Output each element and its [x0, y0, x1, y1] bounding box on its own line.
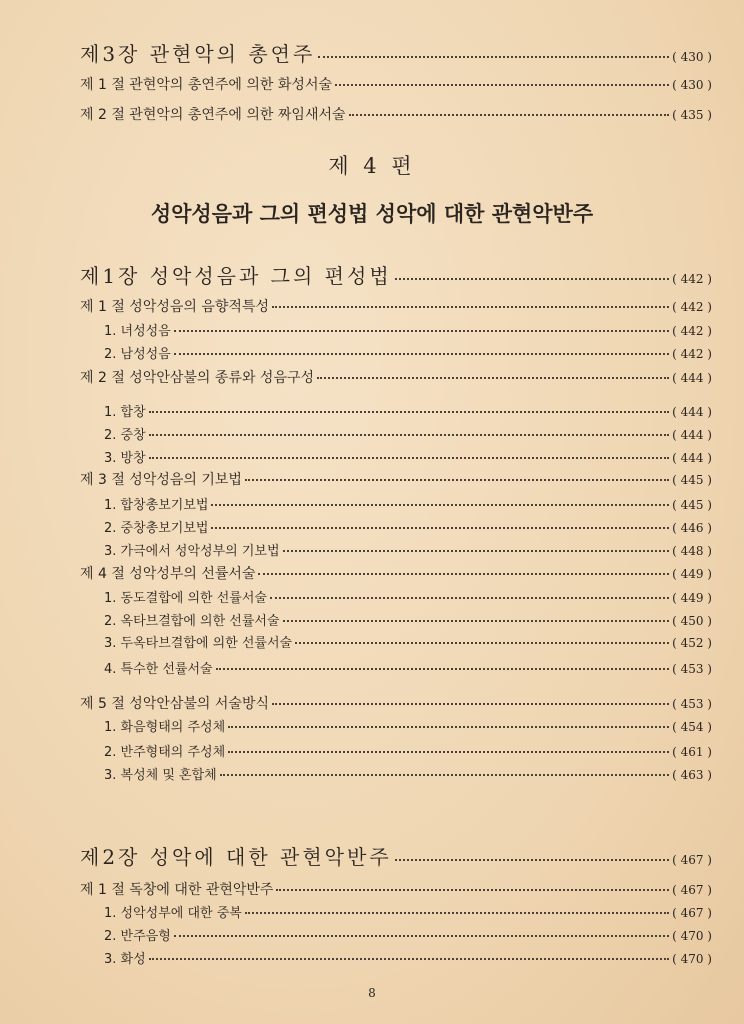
toc-page-ref: ( 452 ) [672, 636, 712, 650]
toc-section [80, 296, 712, 316]
toc-entry-label: 제1장 성악성음과 그의 편성법 [80, 264, 392, 288]
toc-page-ref: ( 444 ) [672, 428, 712, 442]
toc-section [80, 693, 712, 713]
toc-entry-label: 1. 성악성부에 대한 중복 [104, 906, 242, 921]
toc-item [104, 401, 712, 420]
dot-leader [174, 330, 669, 332]
toc-entry-label: 1. 화음형태의 주성체 [104, 720, 226, 735]
toc-item [104, 741, 712, 760]
toc-entry-label: 3. 가극에서 성악성부의 기보법 [104, 544, 280, 559]
toc-entry-label: 1. 합창 [104, 405, 146, 420]
toc-entry-label: 2. 남성성음 [104, 347, 171, 362]
toc-item [104, 948, 712, 967]
toc-section [80, 469, 712, 489]
page-number: 8 [368, 986, 376, 1000]
toc-page-ref: ( 442 ) [672, 300, 712, 314]
dot-leader [149, 411, 669, 413]
toc-page-ref: ( 442 ) [672, 272, 712, 286]
toc-entry-label: 3. 복성체 및 혼합체 [104, 768, 217, 783]
dot-leader [272, 306, 669, 308]
toc-item [104, 716, 712, 735]
dot-leader [174, 935, 669, 937]
toc-page-ref: ( 448 ) [672, 544, 712, 558]
toc-item [104, 610, 712, 629]
toc-chapter [80, 260, 712, 289]
toc-entry-label: 3. 두옥타브결합에 의한 선률서술 [104, 636, 293, 651]
toc-item [104, 925, 712, 944]
dot-leader [216, 668, 670, 670]
toc-page-ref: ( 461 ) [672, 745, 712, 759]
toc-entry-label: 제 1 절 성악성음의 음향적특성 [80, 299, 269, 315]
toc-entry-label: 2. 반주형태의 주성체 [104, 745, 226, 760]
toc-page-ref: ( 445 ) [672, 498, 712, 512]
toc-page-ref: ( 449 ) [672, 567, 712, 581]
dot-leader [211, 527, 669, 529]
toc-item [104, 902, 712, 921]
toc-item [104, 320, 712, 339]
dot-leader [395, 859, 669, 861]
toc-page-ref: ( 449 ) [672, 591, 712, 605]
toc-entry-label: 3. 화성 [104, 952, 146, 967]
toc-page-ref: ( 445 ) [672, 473, 712, 487]
toc-page-ref: ( 470 ) [672, 952, 712, 966]
toc-entry-label: 2. 중창총보기보법 [104, 521, 209, 536]
toc-entry-label: 1. 합창총보기보법 [104, 498, 209, 513]
toc-page-ref: ( 463 ) [672, 768, 712, 782]
toc-page-ref: ( 442 ) [672, 324, 712, 338]
toc-entry-label: 제2장 성악에 대한 관현악반주 [80, 845, 392, 869]
toc-entry-label: 2. 반주음형 [104, 929, 171, 944]
toc-page-ref: ( 435 ) [672, 108, 712, 122]
toc-page-ref: ( 453 ) [672, 697, 712, 711]
toc-section [80, 74, 712, 94]
toc-entry-label: 제 4 절 성악성부의 선률서술 [80, 566, 256, 582]
toc-item [104, 587, 712, 606]
toc-item [104, 424, 712, 443]
toc-page-ref: ( 470 ) [672, 929, 712, 943]
dot-leader [283, 550, 670, 552]
dot-leader [283, 620, 670, 622]
dot-leader [228, 726, 669, 728]
toc-page-ref: ( 467 ) [672, 853, 712, 867]
part-title: 제 4 편 [328, 154, 416, 178]
dot-leader [149, 457, 669, 459]
toc-entry-label: 1. 동도결합에 의한 선률서술 [104, 591, 267, 606]
toc-entry-label: 2. 중창 [104, 428, 146, 443]
toc-item [104, 494, 712, 513]
toc-item [104, 632, 712, 651]
dot-leader [245, 479, 669, 481]
toc-entry-label: 3. 방창 [104, 451, 146, 466]
toc-page-ref: ( 454 ) [672, 720, 712, 734]
dot-leader [395, 278, 669, 280]
toc-page-ref: ( 467 ) [672, 883, 712, 897]
toc-item [104, 447, 712, 466]
toc-entry-label: 제3장 관현악의 총연주 [80, 42, 316, 66]
toc-item [104, 343, 712, 362]
toc-section [80, 879, 712, 899]
dot-leader [276, 889, 669, 891]
toc-chapter [80, 841, 712, 870]
dot-leader [272, 703, 669, 705]
dot-leader [245, 912, 669, 914]
toc-page-ref: ( 444 ) [672, 371, 712, 385]
toc-section [80, 367, 712, 387]
toc-chapter [80, 38, 712, 67]
dot-leader [220, 774, 669, 776]
toc-entry-label: 제 1 절 관현악의 총연주에 의한 화성서술 [80, 77, 332, 93]
toc-entry-label: 4. 특수한 선률서술 [104, 662, 213, 677]
toc-entry-label: 2. 옥타브결합에 의한 선률서술 [104, 614, 280, 629]
toc-page-ref: ( 430 ) [672, 78, 712, 92]
toc-page-ref: ( 442 ) [672, 347, 712, 361]
toc-item [104, 517, 712, 536]
toc-entry-label: 제 2 절 관현악의 총연주에 의한 짜임새서술 [80, 107, 346, 123]
dot-leader [335, 84, 669, 86]
toc-entry-label: 제 2 절 성악안삼불의 종류와 성음구성 [80, 370, 315, 386]
toc-item [104, 764, 712, 783]
toc-entry-label: 제 5 절 성악안삼불의 서술방식 [80, 696, 269, 712]
toc-page-ref: ( 450 ) [672, 614, 712, 628]
toc-page-ref: ( 446 ) [672, 521, 712, 535]
dot-leader [228, 751, 669, 753]
dot-leader [149, 434, 669, 436]
toc-page-ref: ( 444 ) [672, 405, 712, 419]
toc-section [80, 104, 712, 124]
dot-leader [295, 642, 669, 644]
dot-leader [149, 958, 669, 960]
toc-page-ref: ( 444 ) [672, 451, 712, 465]
dot-leader [318, 56, 669, 58]
dot-leader [174, 353, 669, 355]
dot-leader [258, 573, 669, 575]
toc-entry-label: 제 3 절 성악성음의 기보법 [80, 472, 242, 488]
dot-leader [317, 377, 669, 379]
toc-item [104, 658, 712, 677]
part-subtitle: 성악성음과 그의 편성법 성악에 대한 관현악반주 [150, 202, 594, 226]
dot-leader [349, 114, 670, 116]
toc-section [80, 563, 712, 583]
toc-item [104, 540, 712, 559]
dot-leader [270, 597, 669, 599]
toc-page-ref: ( 467 ) [672, 906, 712, 920]
toc-entry-label: 1. 녀성성음 [104, 324, 171, 339]
toc-entry-label: 제 1 절 독창에 대한 관현악반주 [80, 882, 274, 898]
toc-page-ref: ( 453 ) [672, 662, 712, 676]
toc-page-ref: ( 430 ) [672, 50, 712, 64]
dot-leader [211, 504, 669, 506]
